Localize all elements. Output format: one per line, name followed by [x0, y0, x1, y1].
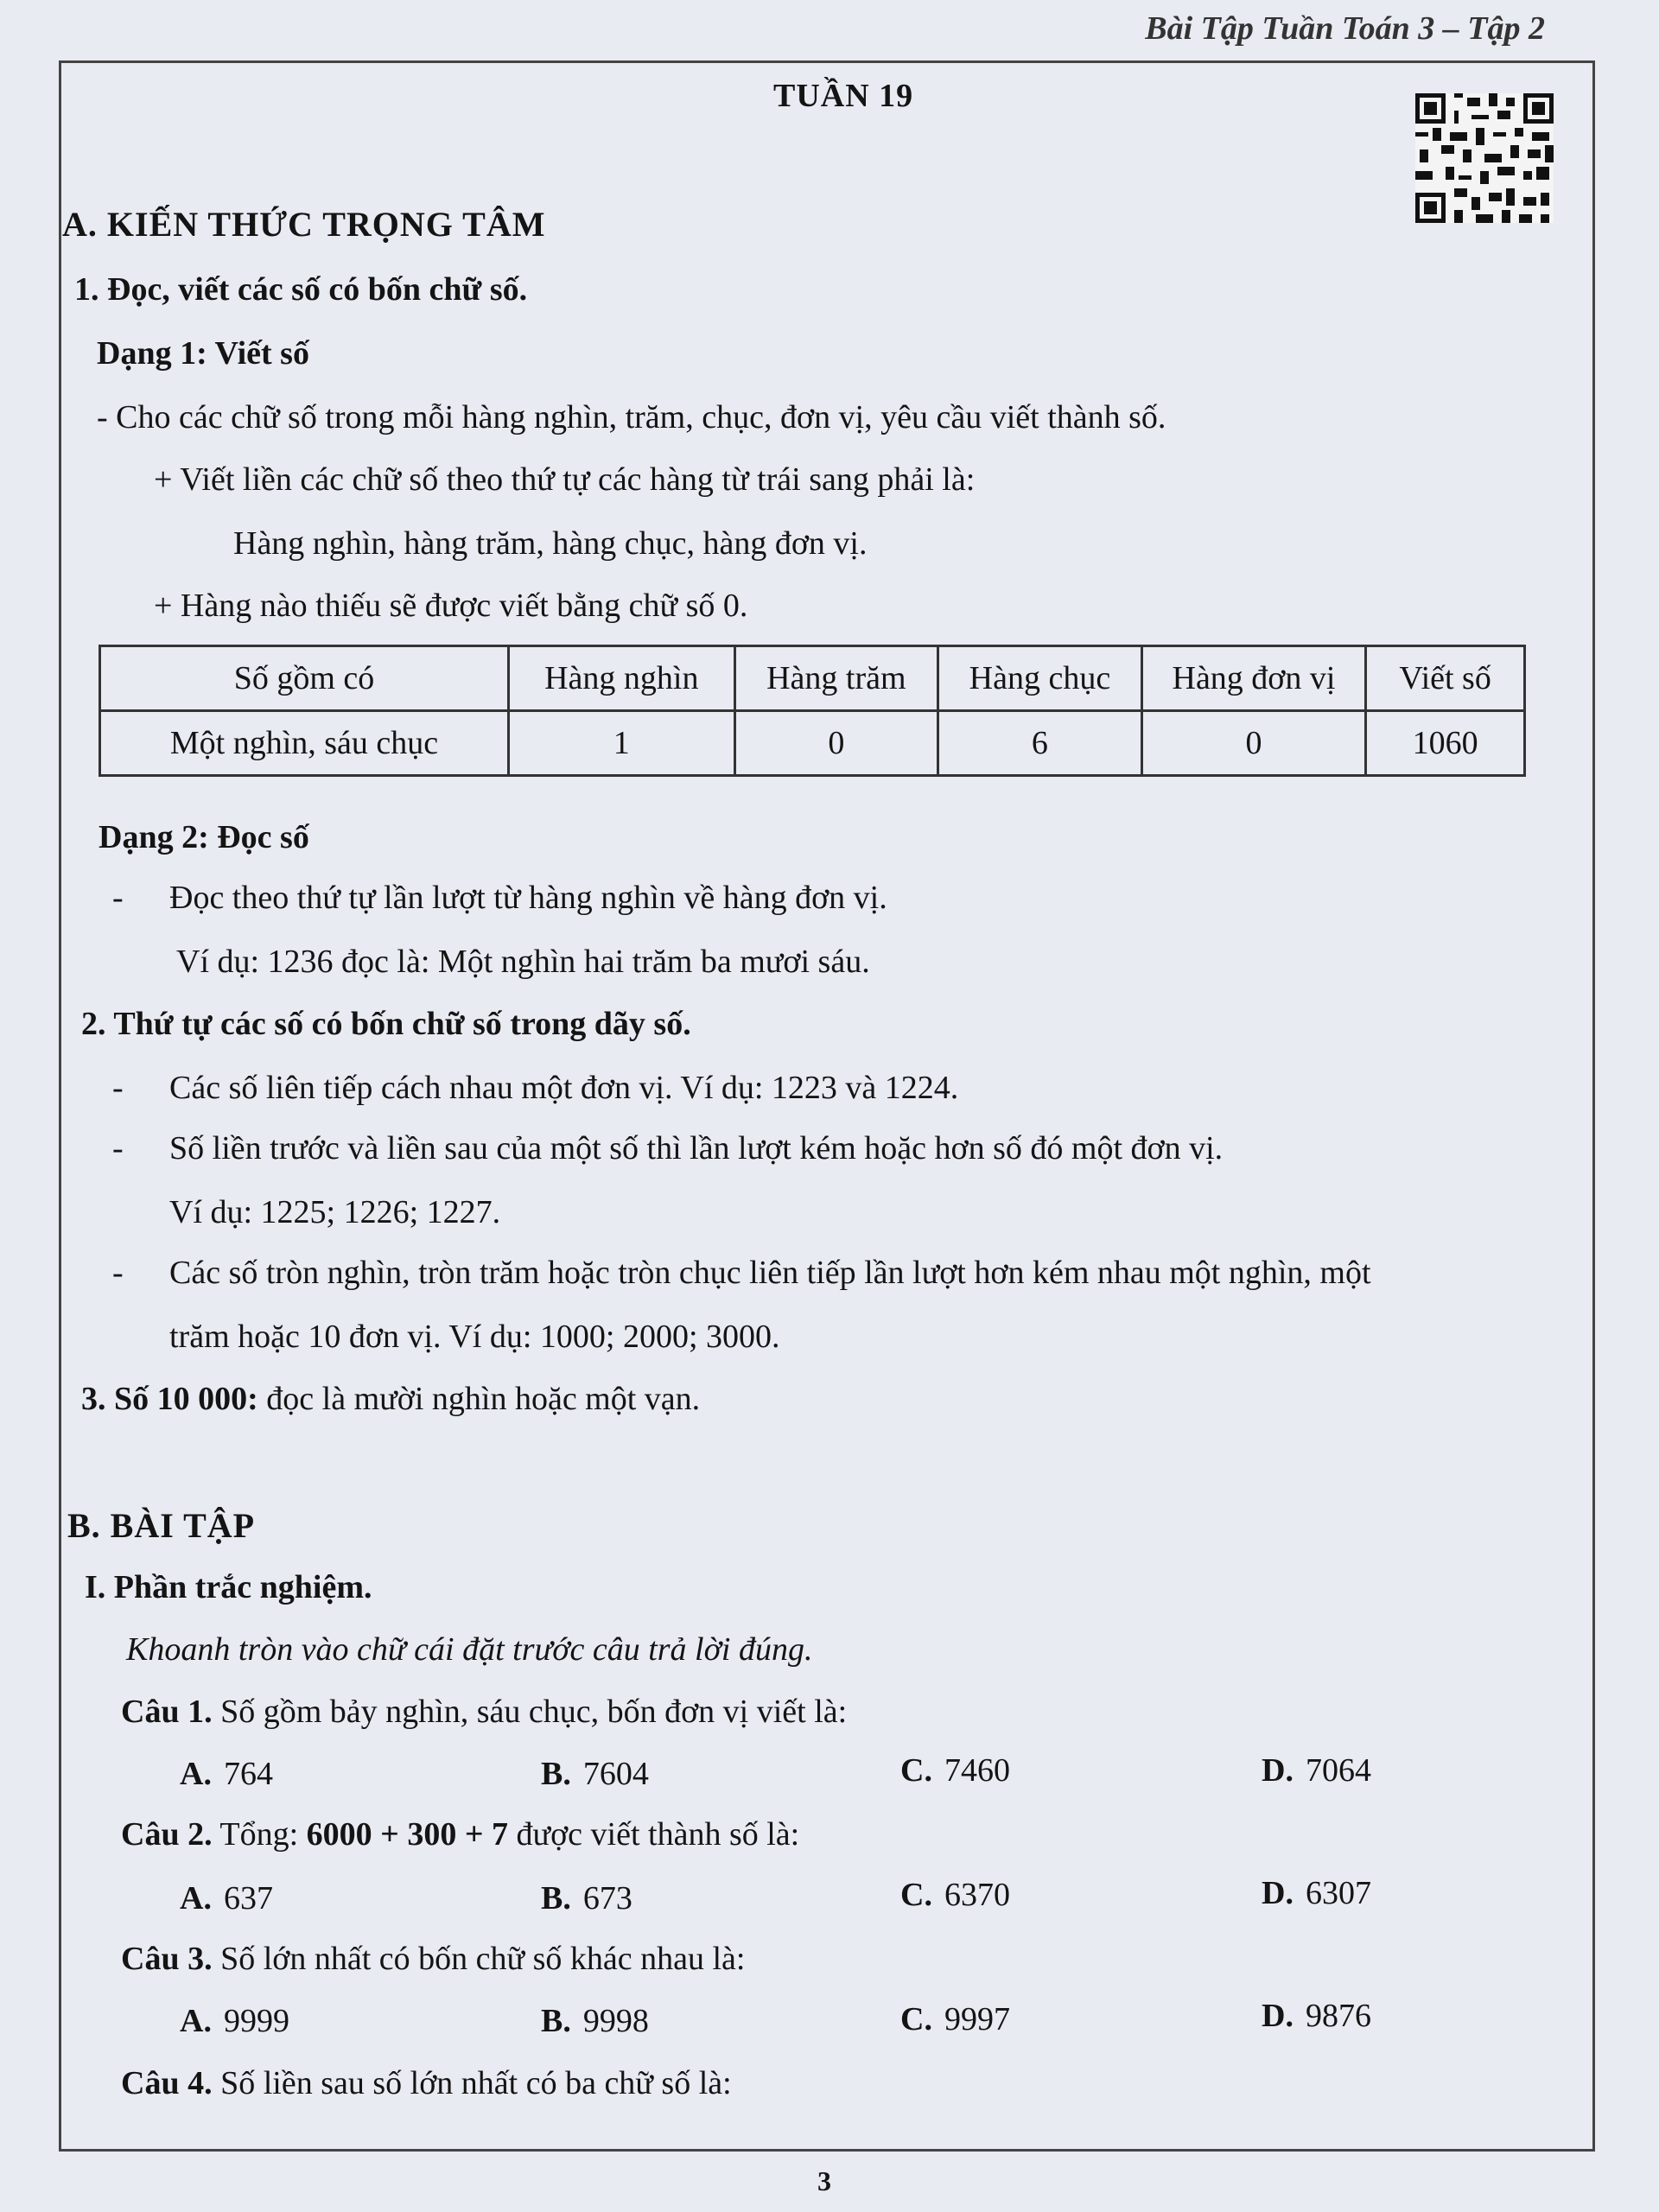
item-2-line-5: trăm hoặc 10 đơn vị. Ví dụ: 1000; 2000; 3000.	[169, 1319, 780, 1355]
table-header-cell: Hàng đơn vị	[1141, 646, 1366, 711]
table-row	[100, 711, 1525, 776]
answer-option-d[interactable]: D. 6307	[1262, 1875, 1371, 1911]
item-3-label: 3. Số 10 000:	[81, 1381, 258, 1417]
table-cell: 1	[509, 711, 735, 776]
dang-2-title: Dạng 2: Đọc số	[99, 819, 309, 855]
item-3-text: đọc là mười nghìn hoặc một vạn.	[257, 1381, 701, 1417]
question-label: Câu 2.	[121, 1816, 213, 1853]
answer-option-b[interactable]: B. 673	[541, 1880, 632, 1916]
question-expression: 6000 + 300 + 7	[306, 1816, 508, 1853]
place-value-table	[99, 645, 1526, 777]
table-header-cell: Hàng chục	[938, 646, 1142, 711]
question-text-post: được viết thành số là:	[507, 1816, 800, 1853]
dang-1-line-3: Hàng nghìn, hàng trăm, hàng chục, hàng đơn vị.	[233, 525, 868, 562]
question-text-pre: Tổng:	[212, 1816, 307, 1853]
book-header-title: Bài Tập Tuần Toán 3 – Tập 2	[1145, 10, 1545, 47]
question-2	[121, 1818, 799, 1851]
part-1-title: I. Phần trắc nghiệm.	[85, 1569, 372, 1605]
page-number: 3	[817, 2165, 831, 2196]
table-header-cell: Viết số	[1366, 646, 1525, 711]
table-header-cell: Số gồm có	[100, 646, 509, 711]
instruction-text: Khoanh tròn vào chữ cái đặt trước câu trả lời đúng.	[126, 1631, 813, 1668]
question-text: Số lớn nhất có bốn chữ số khác nhau là:	[212, 1941, 746, 1977]
answer-option-c[interactable]: C. 9997	[900, 2001, 1010, 2037]
dash-bullet: -	[112, 1255, 124, 1291]
answer-option-a[interactable]: A. 9999	[180, 2003, 289, 2039]
answer-option-d[interactable]: D. 9876	[1262, 1998, 1371, 2034]
section-a-title: A. KIẾN THỨC TRỌNG TÂM	[62, 205, 546, 244]
dang-2-line-2: Ví dụ: 1236 đọc là: Một nghìn hai trăm ba mươi sáu.	[176, 944, 870, 980]
answer-option-d[interactable]: D. 7064	[1262, 1752, 1371, 1789]
dang-1-title: Dạng 1: Viết số	[97, 335, 309, 372]
table-cell: 1060	[1366, 711, 1525, 776]
item-2-title: 2. Thứ tự các số có bốn chữ số trong dãy số.	[81, 1006, 691, 1042]
question-3	[121, 1942, 745, 1975]
qr-code-icon	[1415, 93, 1554, 223]
question-text: Số gồm bảy nghìn, sáu chục, bốn đơn vị viết là:	[212, 1694, 848, 1730]
dang-1-line-4: + Hàng nào thiếu sẽ được viết bằng chữ số 0.	[154, 588, 748, 624]
dang-1-line-1: - Cho các chữ số trong mỗi hàng nghìn, trăm, chục, đơn vị, yêu cầu viết thành số.	[97, 399, 1166, 435]
question-label: Câu 4.	[121, 2065, 213, 2101]
dash-bullet: -	[112, 880, 124, 916]
answer-option-c[interactable]: C. 6370	[900, 1877, 1010, 1913]
dang-2-line-1: Đọc theo thứ tự lần lượt từ hàng nghìn về hàng đơn vị.	[169, 880, 887, 916]
question-text: Số liền sau số lớn nhất có ba chữ số là:	[212, 2065, 732, 2101]
answer-option-a[interactable]: A. 764	[180, 1756, 273, 1792]
section-b-title: B. BÀI TẬP	[67, 1506, 256, 1545]
item-2-line-4: Các số tròn nghìn, tròn trăm hoặc tròn chục liên tiếp lần lượt hơn kém nhau một nghìn, một	[169, 1255, 1371, 1291]
dash-bullet: -	[112, 1070, 124, 1106]
table-cell: Một nghìn, sáu chục	[100, 711, 509, 776]
dash-bullet: -	[112, 1130, 124, 1166]
question-1	[121, 1695, 847, 1728]
dang-1-line-2: + Viết liền các chữ số theo thứ tự các hàng từ trái sang phải là:	[154, 461, 976, 498]
question-label: Câu 3.	[121, 1941, 213, 1977]
table-header-cell: Hàng trăm	[734, 646, 938, 711]
week-title: TUẦN 19	[773, 78, 914, 114]
item-3	[81, 1382, 700, 1415]
answer-option-a[interactable]: A. 637	[180, 1880, 273, 1916]
table-header-row	[100, 646, 1525, 711]
item-2-line-2: Số liền trước và liền sau của một số thì lần lượt kém hoặc hơn số đó một đơn vị.	[169, 1130, 1224, 1166]
table-cell: 0	[734, 711, 938, 776]
question-4	[121, 2067, 732, 2100]
table-cell: 0	[1141, 711, 1366, 776]
item-1-title: 1. Đọc, viết các số có bốn chữ số.	[74, 271, 528, 308]
item-2-line-3: Ví dụ: 1225; 1226; 1227.	[169, 1194, 501, 1230]
question-label: Câu 1.	[121, 1694, 213, 1730]
table-header-cell: Hàng nghìn	[509, 646, 735, 711]
table-cell: 6	[938, 711, 1142, 776]
answer-option-b[interactable]: B. 7604	[541, 1756, 649, 1792]
answer-option-c[interactable]: C. 7460	[900, 1752, 1010, 1789]
answer-option-b[interactable]: B. 9998	[541, 2003, 649, 2039]
item-2-line-1: Các số liên tiếp cách nhau một đơn vị. Ví dụ: 1223 và 1224.	[169, 1070, 959, 1106]
